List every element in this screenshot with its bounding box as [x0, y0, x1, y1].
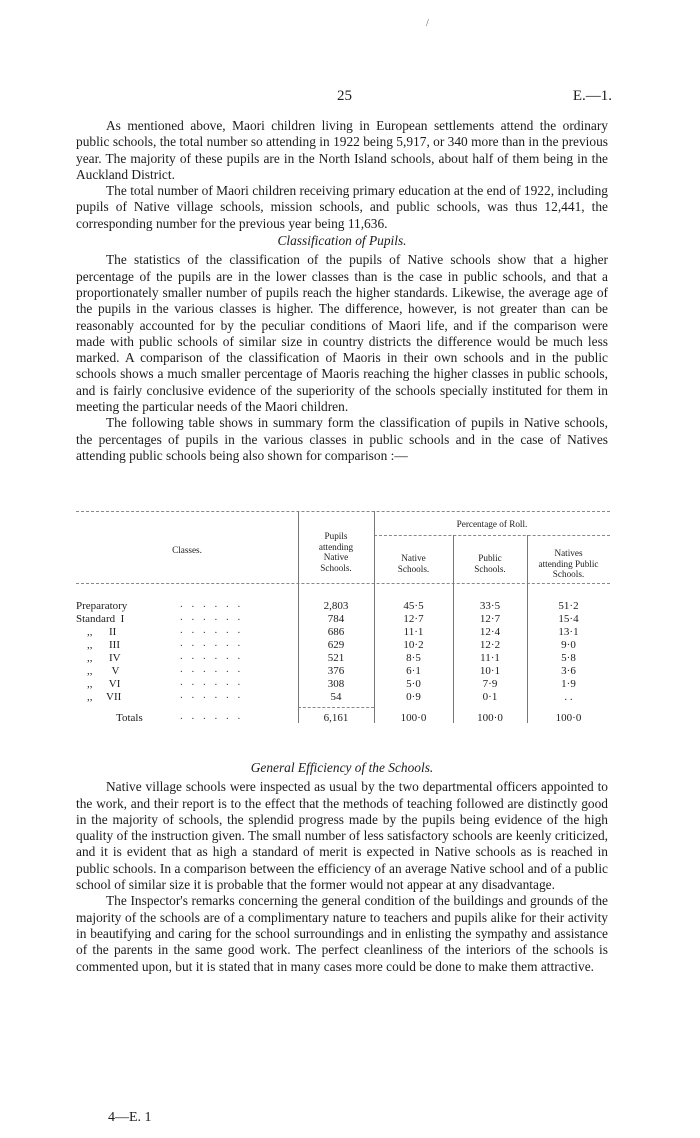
row-label: ,, IV — [76, 652, 121, 664]
col-header-classes: Classes. — [172, 545, 202, 555]
totals-rule — [298, 707, 374, 708]
group-header-rule — [374, 535, 610, 536]
row-label: Standard I — [76, 613, 125, 625]
group-header-percentage: Percentage of Roll. — [456, 519, 528, 529]
paragraph: The statistics of the classification of the pupils of Native schools show that a higher percentage of the pupils are in the lower classes than is the case in public schools, and that a proportionately smaller number of pupils reach the higher standards. Likewise, the average age of the pupils in the various classes is higher. The difference, however, is not greater than can be reasonably accounted for by the peculiar conditions of Maori life, and if the comparison were made with public schools of similar size in country districts the difference would be much less marked. A comparison of the classification of Maoris in their own schools and in the public schools shows a much smaller percentage of Maoris reaching the higher classes in public schools, and is fairly conclusive evidence of the superiority of the schools specially instituted for them in meeting the particular needs of the Maori children. — [76, 252, 608, 415]
row-label: ,, VII — [76, 691, 122, 703]
col-header-pupils: Pupils attending Native Schools. — [318, 531, 354, 573]
totals-label: Totals — [116, 712, 143, 724]
col-header-public-schools: Public Schools. — [474, 553, 506, 574]
col-header-native-schools: Native Schools. — [397, 553, 430, 574]
section-heading-efficiency: General Efficiency of the Schools. — [250, 760, 434, 775]
page-header — [76, 88, 612, 110]
section-heading-classification: Classification of Pupils. — [277, 233, 407, 249]
col-header-natives-attending-public: Natives attending Public Schools. — [538, 548, 599, 579]
row-label: Preparatory — [76, 600, 128, 612]
row-label: ,, V — [76, 665, 120, 677]
table-header-rule — [76, 583, 610, 584]
text-block-top — [76, 118, 608, 464]
row-label: ,, II — [76, 626, 117, 638]
top-mark: / — [426, 18, 429, 29]
paragraph: The following table shows in summary form the classification of pupils in Native schools, the percentages of pupils in the various classes in public schools and in the case of Natives attending public schools being also shown for comparison :— — [76, 415, 608, 463]
paragraph: The Inspector's remarks concerning the general condition of the buildings and grounds of the majority of the schools are of a complimentary nature to teachers and pupils alike for their activity in beautifying and caring for the school surroundings and in enlisting the sympathy and assistance of the parents in the same good work. The perfect cleanliness of the interiors of the schools is commented upon, but it is stated that in many cases more could be done to make them attractive. — [76, 893, 608, 974]
paragraph: The total number of Maori children receiving primary education at the end of 1922, including pupils of Native village schools, mission schools, and public schools, was thus 12,441, the corresponding number for the previous year being 11,636. — [76, 183, 608, 231]
paragraph: Native village schools were inspected as usual by the two departmental officers appointed to the work, and their report is to the effect that the methods of teaching followed are distinctly good in the majority of schools, the splendid progress made by the pupils being evidence of the high quality of the instruction given. The small number of less satisfactory schools are keenly criticized, and it is evident that as high a standard of merit is expected in Native schools as is reached in public schools. In a comparison between the efficiency of an average Native school and of a public school of similar size it is probable that the former would not appear at any disadvantage. — [76, 779, 608, 893]
row-label: ,, III — [76, 639, 120, 651]
page-number: 25 — [337, 88, 352, 104]
page-footer-signature: 4—E. 1 — [108, 1110, 152, 1125]
text-block-efficiency — [76, 759, 608, 975]
table-top-rule — [76, 511, 610, 512]
document-reference: E.—1. — [572, 88, 612, 104]
classification-table: Classes. Pupils attending Native Schools. Percentage of Roll. Native Schools. Public Schools. Natives attending Public Schools. Preparatory . . . . . . 2,803 45·5 33·5 51·2 Standard I . . . . . . 784 12·7 12·7 15·4 ,, II . . . . . . 686 11·1 12·4 13·1 ,, III . . . . . . 629 10·2 12·2 9·0 ,, IV . . . . . . 521 8·5 11·1 5·8 ,, V . . . . . . 376 6·1 10·1 3·6 ,, VI . . . . . . 308 5·0 7·9 1·9 ,, VII . . . . . . 54 0·9 0·1 . . Totals . . . . . . 6,161 100·0 100·0 100·0 — [76, 511, 610, 743]
paragraph: As mentioned above, Maori children living in European settlements attend the ordinary public schools, the total number so attending in 1922 being 5,917, or 340 more than in the previous year. The majority of these pupils are in the North Island schools, about half of them being in the Auckland District. — [76, 118, 608, 182]
row-label: ,, VI — [76, 678, 121, 690]
